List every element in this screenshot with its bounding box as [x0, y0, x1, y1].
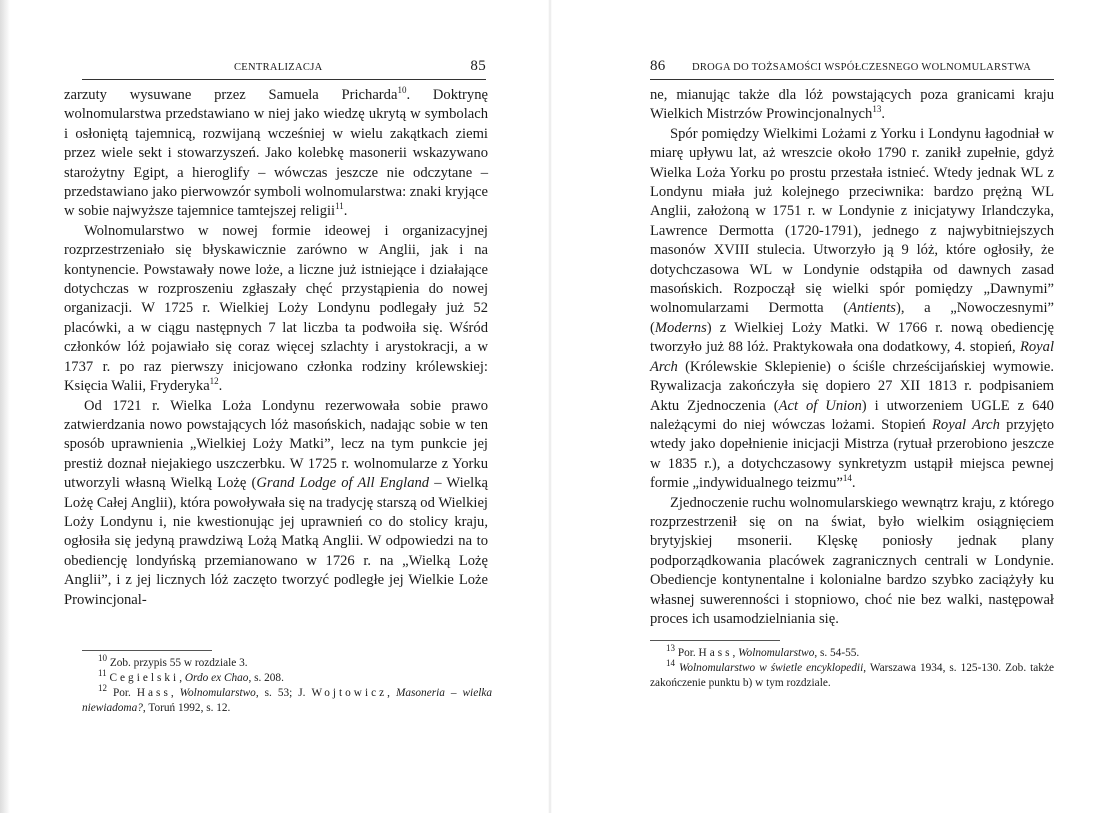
right-page-number: 86	[650, 58, 666, 74]
left-header-rule	[82, 79, 486, 80]
right-p2e-text: ) i utworzeniem UGLE z 640 należącymi do niej wówczas lożami. Stopień	[650, 397, 1054, 433]
footnote-12-mid: , s. 53; J.	[255, 687, 312, 699]
footnote-ref-12: 12	[209, 376, 219, 387]
right-p2-italic-antients: Antients	[848, 300, 896, 317]
footnote-13-author: Hass	[698, 647, 733, 659]
right-paragraph-2: Spór pomiędzy Wielkimi Lożami z Yorku i Londynu łagodniał w miarę upływu lat, aż wreszcie około 1790 r. zanikł zupełnie, gdyż Wielka Loża Yorku po prostu przestała istnieć. Wtedy jednak WL z Londynu miała już kolejnego przeciwnika: bardzo prężną WL Anglii, założoną w 1751 r. w Londynie z inicjatywy Irlandczyka, Lawrence Dermotta (1720-1791), jednego z najwybitniejszych masonów XVIII stulecia. Utworzyło ją 9 lóż, które ogłosiły, że dotychczasowa WL w Londynie odstąpiła od dawnych zasad masońskich. Rozpoczął się wielki spór pomiędzy „Dawnymi” wolnomularzami Dermotta (Antients), a „Nowoczesnymi” (Moderns) z Wielkiej Loży Matki. W 1766 r. nową obediencję tworzyło już 88 lóż. Praktykowała ona dodatkowy, 4. stopień, Royal Arch (Królewskie Sklepienie) o ściśle chrześcijańskiej wymowie. Rywalizacja zakończyła się dopiero 27 XII 1813 r. podpisaniem Aktu Zjednoczenia (Act of Union) i utworzeniem UGLE z 640 należącymi do niej wówczas lożami. Stopień Royal Arch przyjęto wtedy jako dopełnienie inicjacji Mistrza (rytuał przerobiono jeszcze w 1835 r.), a dotychczasowy synkretyzm ustąpił miejsca pewnej formie „indywidualnego teizmu”$^{14}$.	[650, 125, 1054, 492]
left-paragraph-2: Wolnomularstwo w nowej formie ideowej i organizacyjnej rozprzestrzeniało się błyskawicznie zarówno w Anglii, jak i na kontynencie. Powstawały nowe loże, a liczne już istniejące i działające dotychczas w rozproszeniu zgłaszały chęć przystąpienia do nowej organizacji. W 1725 r. Wielkiej Loży Londynu podlegały już 52 placówki, a w ciągu następnych 7 lat liczba ta podwoiła się. Wśród członków lóż pojawiało się coraz więcej szlachty i arystokracji, a w 1737 r. po raz pierwszy inicjowano członka rodziny królewskiej: Księcia Walii, Fryderyka$^{12}$.	[64, 222, 488, 395]
right-p3-text: Zjednoczenie ruchu wolnomularskiego wewnątrz kraju, z którego rozprzestrzenił się on na świat, było wielkim osiągnięciem brytyjskiej msonerii. Klęskę poniosły jednak plany podporządkowania placówek zagranicznych centrali w Londynie. Obediencje kontynentalne i kolonialne bardzo szybko zaciążyły ku własnej suwerenności i stopniowo, choć nie bez walki, następował proces ich usamodzielniania się.	[650, 494, 1054, 627]
right-paragraph-1: ne, mianując także dla lóż powstających poza granicami kraju Wielkich Mistrzów Prowincjonalnych$^{13}$.	[650, 87, 1054, 123]
footnote-12: $^{12}$ Por. Hass, Wolnomularstwo, s. 53; J. Wojtowicz, Masoneria – wielka niewiadoma?, Toruń 1992, s. 12.	[82, 683, 493, 714]
footnote-13-pre: Por.	[677, 647, 699, 659]
left-body-text	[64, 86, 488, 610]
footnote-ref-13: 13	[872, 104, 882, 115]
right-running-head	[650, 54, 1054, 80]
right-body-text	[650, 86, 1054, 629]
left-p2-text: Wolnomularstwo w nowej formie ideowej i organizacyjnej rozprzestrzeniało się błyskawicznie zarówno w Anglii, jak i na kontynencie. Powstawały nowe loże, a liczne już istniejące i działające dotychczas w rozproszeniu zgłaszały chęć przystąpienia do nowej organizacji. W 1725 r. Wielkiej Loży Londynu podlegały już 52 placówki, a w ciągu następnych 7 lat liczba ta podwoiła się. Wśród członków lóż pojawiało się coraz więcej szlachty i arystokracji, a w 1737 r. po raz pierwszy inicjowano członka rodziny królewskiej: Księcia Walii, Fryderyka	[64, 222, 488, 395]
footnote-13-rest: , s. 54-55.	[814, 647, 860, 659]
right-page	[550, 0, 1100, 813]
footnote-ref-10: 10	[397, 85, 407, 96]
footnote-13-number: 13	[666, 643, 675, 654]
left-p3b-text: – Wielką Lożę Całej Anglii), która powoływała się na tradycję starszą od Wielkiej Loży Londynu i, nie kwestionując jej uprawnień co do stolicy kraju, ogłosiła się jedyną prawdziwą Lożą Matką Anglii. W odpowiedzi na to obediencję londyńską przemianowano w 1726 r. na „Wielką Lożę Anglii”, i z jej licznych lóż zaczęto tworzyć podległe jej Wielkie Loże Prowincjonal-	[64, 475, 488, 608]
footnote-ref-14: 14	[842, 473, 852, 484]
footnote-12-title1: Wolnomularstwo	[179, 687, 256, 699]
footnote-11-author: Cegielski	[109, 672, 180, 684]
left-p1-text: zarzuty wysuwane przez Samuela Pricharda	[64, 87, 398, 103]
left-footnotes	[82, 653, 493, 716]
right-header-rule	[650, 79, 1054, 80]
footnote-ref-11: 11	[335, 201, 344, 212]
left-page-number: 85	[470, 58, 486, 74]
left-p3-italic: Grand Lodge of All England	[256, 475, 430, 492]
right-p2b-text: ), a „Nowoczesnymi” (	[650, 300, 1054, 336]
footnote-11: $^{11}$ Cegielski, Ordo ex Chao, s. 208.	[98, 668, 284, 684]
right-p1-text: ne, mianując także dla lóż powstających poza granicami kraju Wielkich Mistrzów Prowincjonalnych	[650, 87, 1054, 123]
footnote-10-text: Zob. przypis 55 w rozdziale 3.	[109, 657, 248, 669]
right-p2-italic-royal-arch-2: Royal Arch	[932, 416, 1000, 433]
right-p2d-text: (Królewskie Sklepienie) o ściśle chrześcijańskiej wymowie. Rywalizacja zakończyła się dopiero 27 XII 1813 r. podpisaniem Aktu Zjednoczenia (	[650, 358, 1054, 414]
footnote-12-number: 12	[98, 683, 107, 694]
footnote-13-title: Wolnomularstwo	[738, 647, 815, 659]
right-p2-text: Spór pomiędzy Wielkimi Lożami z Yorku i Londynu łagodniał w miarę upływu lat, aż wreszcie około 1790 r. zanikł zupełnie, gdyż Wielka Loża Yorku po prostu przestała istnieć. Wtedy jednak WL z Londynu miała już kolejnego przeciwnika: bardzo prężną WL Anglii, założoną w 1751 r. w Londynie z inicjatywy Irlandczyka, Lawrence Dermotta (1720-1791), jednego z najwybitniejszych masonów XVIII stulecia. Utworzyło ją 9 lóż, które ogłosiły, że dotychczasowa WL w Londynie odstąpiła od dawnych zasad masońskich. Rozpoczął się wielki spór pomiędzy „Dawnymi” wolnomularzami Dermotta (	[650, 125, 1054, 317]
left-paragraph-3	[64, 397, 488, 610]
footnote-14-number: 14	[666, 658, 675, 669]
footnote-14-title: Wolnomularstwo w świetle encyklopedii	[679, 662, 864, 674]
right-p2-italic-royal-arch: Royal Arch	[650, 339, 1054, 375]
footnote-11-rest: , s. 208.	[248, 672, 284, 684]
right-p2f-text: przyjęto wtedy jako dopełnienie inicjacji Mistrza (rytuał przerobiono jeszcze w 1835 r.), a dotychczasowy synkretyzm ustąpił miejsca pewnej formie „indywidualnego teizmu”	[650, 416, 1054, 492]
footnote-12-author2: Wojtowicz	[311, 687, 388, 699]
footnote-10	[82, 653, 492, 671]
footnote-14	[650, 658, 1054, 691]
footnote-12-rest: , Toruń 1992, s. 12.	[142, 702, 231, 714]
right-footnotes	[650, 643, 1054, 691]
footnote-12-author1: Hass	[136, 687, 171, 699]
footnote-12-title2: Masoneria – wielka niewiadoma?	[82, 687, 493, 714]
footnote-14-rest: , Warszawa 1934, s. 125-130. Zob. także zakończenie punktu b) w tym rozdziale.	[650, 662, 1054, 689]
left-running-head	[82, 54, 486, 80]
footnote-10-number: 10	[98, 653, 107, 664]
right-p2-italic-act-of-union: Act of Union	[778, 397, 862, 414]
right-p2c-text: ) z Wielkiej Loży Matki. W 1766 r. nową obediencję tworzyło już 88 lóż. Praktykowała ona dodatkowy, 4. stopień,	[650, 319, 1054, 356]
footnote-11-title: Ordo ex Chao	[184, 672, 249, 684]
footnote-11-number: 11	[98, 668, 107, 679]
right-running-title: DROGA DO TOŻSAMOŚCI WSPÓŁCZESNEGO WOLNOMULARSTWA	[692, 62, 1032, 73]
left-running-title: CENTRALIZACJA	[234, 62, 323, 73]
footnote-13: $^{13}$ Por. Hass, Wolnomularstwo, s. 54-55.	[666, 643, 860, 659]
right-p2-italic-moderns: Moderns	[654, 319, 707, 336]
footnote-12-pre: Por.	[112, 687, 137, 699]
right-footnote-rule	[650, 640, 780, 641]
left-p1b-text: . Doktrynę wolnomularstwa przedstawiano w niej jako wiedzę ukrytą w symbolach i osłoniętą tajemnicą, rozwijaną wcześniej w wielu zakątkach ziemi przez wiele sekt i stowarzyszeń. Jako kolebkę masonerii wskazywano starożytny Egipt, a hieroglify – wówczas jeszcze nie odczytane – przedstawiano jako pierwowzór symboli wolnomularstwa: znaki kryjące w sobie najwyższe tajemnice tamtejszej religii	[64, 87, 488, 220]
left-footnote-rule	[82, 650, 212, 651]
right-paragraph-3	[650, 494, 1054, 630]
left-p3a-text: Od 1721 r. Wielka Loża Londynu rezerwowała sobie prawo zatwierdzania nowo powstających lóż masońskich, nadając sobie w ten sposób uprawnienia „Wielkiej Loży Matki”, lecz na tym punkcie jej prestiż doznał niejakiego uszczerbku. W 1725 r. wolnomularze z Yorku utworzyli własną Wielką Lożę (	[64, 397, 488, 492]
left-paragraph-1: zarzuty wysuwane przez Samuela Pricharda$^{10}$. Doktrynę wolnomularstwa przedstawiano w niej jako wiedzę ukrytą w symbolach i osłoniętą tajemnicą, rozwijaną wcześniej w wielu zakątkach ziemi przez wiele sekt i stowarzyszeń. Jako kolebkę masonerii wskazywano starożytny Egipt, a hieroglify – wówczas jeszcze nie odczytane – przedstawiano jako pierwowzór symboli wolnomularstwa: znaki kryjące w sobie najwyższe tajemnice tamtejszej religii$^{11}$.	[64, 85, 488, 220]
